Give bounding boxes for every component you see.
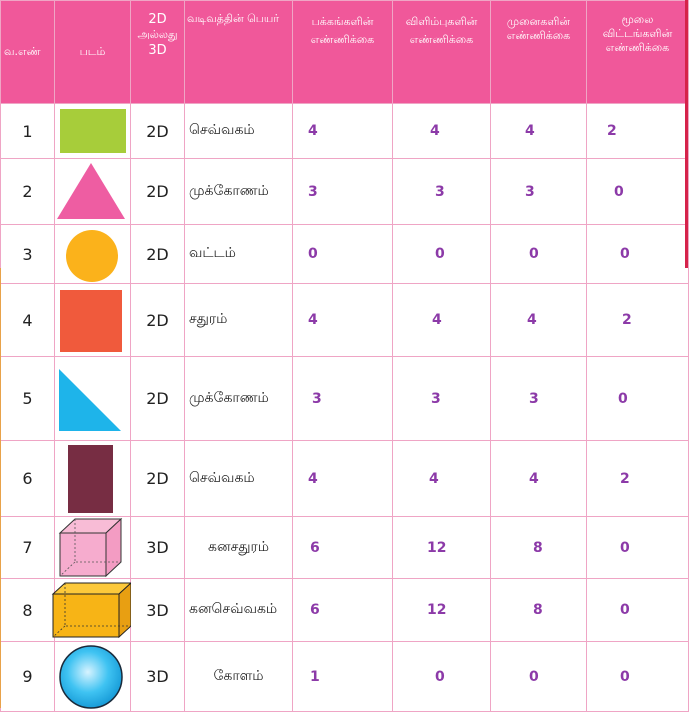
- row-sides: 4: [293, 104, 393, 159]
- header-edges-line1: விளிம்புகளின்: [405, 15, 478, 28]
- header-dim-line1: 2D: [148, 12, 167, 27]
- header-vertices-line2: எண்ணிக்கை: [506, 29, 571, 42]
- row-number: 6: [1, 441, 55, 517]
- row-vertices: 4: [491, 441, 587, 517]
- row-diagonals: 0: [587, 517, 689, 579]
- row-number: 4: [1, 284, 55, 357]
- header-edges-line2: எண்ணிக்கை: [409, 33, 474, 46]
- blue-sphere-icon: [55, 642, 131, 712]
- row-dimension: 3D: [131, 642, 185, 712]
- row-number: 3: [1, 225, 55, 284]
- row-sides: 6: [293, 579, 393, 642]
- table-row: [1, 642, 689, 712]
- table-row: [1, 159, 689, 225]
- header-sides-line1: பக்கங்களின்: [311, 15, 374, 28]
- row-vertices: 3: [491, 159, 587, 225]
- row-sides: 6: [293, 517, 393, 579]
- row-diagonals: 2: [587, 284, 689, 357]
- header-diagonals-line3: எண்ணிக்கை: [605, 41, 670, 54]
- row-sides: 4: [293, 441, 393, 517]
- row-dimension: 2D: [131, 284, 185, 357]
- row-edges: 3: [393, 159, 491, 225]
- row-dimension: 3D: [131, 579, 185, 642]
- row-diagonals: 0: [587, 159, 689, 225]
- row-number: 5: [1, 357, 55, 441]
- red-square-icon: [55, 284, 131, 357]
- maroon-rectangle-icon: [55, 441, 131, 517]
- header-sides: [293, 1, 393, 104]
- row-number: 2: [1, 159, 55, 225]
- table-row: [1, 441, 689, 517]
- row-vertices: 0: [491, 225, 587, 284]
- header-sno: வ.எண்: [1, 1, 55, 104]
- table-row: [1, 225, 689, 284]
- row-number: 1: [1, 104, 55, 159]
- row-vertices: 3: [491, 357, 587, 441]
- row-dimension: 2D: [131, 357, 185, 441]
- row-shape-name: சதுரம்: [185, 284, 293, 357]
- blue-right-triangle-icon: [55, 357, 131, 441]
- row-number: 7: [1, 517, 55, 579]
- header-dimension: [131, 1, 185, 104]
- orange-circle-icon: [55, 225, 131, 284]
- row-vertices: 4: [491, 284, 587, 357]
- header-edges: [393, 1, 491, 104]
- row-dimension: 2D: [131, 441, 185, 517]
- page-edge-rule: [0, 268, 1, 708]
- row-diagonals: 0: [587, 579, 689, 642]
- header-vertices: [491, 1, 587, 104]
- header-diagonals-line2: விட்டங்களின்: [602, 27, 673, 40]
- row-edges: 4: [393, 441, 491, 517]
- header-dim-line3: 3D: [148, 43, 167, 58]
- row-dimension: 3D: [131, 517, 185, 579]
- orange-cuboid-icon: [55, 579, 131, 642]
- header-picture: படம்: [55, 1, 131, 104]
- header-diagonals-line1: மூலை: [621, 13, 654, 26]
- row-shape-name: முக்கோணம்: [185, 357, 293, 441]
- table-row: [1, 284, 689, 357]
- header-sides-line2: எண்ணிக்கை: [310, 33, 375, 46]
- row-sides: 4: [293, 284, 393, 357]
- row-edges: 4: [393, 284, 491, 357]
- pink-triangle-icon: [55, 159, 131, 225]
- header-dim-line2: அல்லது: [137, 28, 178, 41]
- row-diagonals: 2: [587, 104, 689, 159]
- row-diagonals: 0: [587, 357, 689, 441]
- row-shape-name: முக்கோணம்: [185, 159, 293, 225]
- row-vertices: 0: [491, 642, 587, 712]
- row-number: 9: [1, 642, 55, 712]
- row-dimension: 2D: [131, 225, 185, 284]
- green-rectangle-icon: [55, 104, 131, 159]
- row-vertices: 8: [491, 517, 587, 579]
- row-edges: 0: [393, 642, 491, 712]
- row-vertices: 8: [491, 579, 587, 642]
- row-sides: 3: [293, 159, 393, 225]
- table-row: [1, 579, 689, 642]
- table-row: [1, 357, 689, 441]
- row-dimension: 2D: [131, 104, 185, 159]
- row-shape-name: வட்டம்: [185, 225, 293, 284]
- page-edge-accent: [685, 0, 688, 268]
- row-sides: 0: [293, 225, 393, 284]
- row-diagonals: 0: [587, 225, 689, 284]
- row-shape-name: செவ்வகம்: [185, 104, 293, 159]
- table-row: [1, 104, 689, 159]
- row-shape-name: கனசதுரம்: [185, 517, 293, 579]
- row-edges: 4: [393, 104, 491, 159]
- header-vertices-line1: முனைகளின்: [506, 15, 571, 28]
- row-edges: 0: [393, 225, 491, 284]
- row-shape-name: கோளம்: [185, 642, 293, 712]
- table-row: [1, 517, 689, 579]
- header-diagonals: [587, 1, 689, 104]
- row-number: 8: [1, 579, 55, 642]
- row-shape-name: கனசெவ்வகம்: [185, 579, 293, 642]
- row-sides: 1: [293, 642, 393, 712]
- header-row: [1, 1, 689, 104]
- row-diagonals: 2: [587, 441, 689, 517]
- header-shape-name: வடிவத்தின் பெயர்: [185, 1, 293, 104]
- pink-cube-icon: [55, 517, 131, 579]
- row-sides: 3: [293, 357, 393, 441]
- row-dimension: 2D: [131, 159, 185, 225]
- row-edges: 12: [393, 579, 491, 642]
- row-vertices: 4: [491, 104, 587, 159]
- row-diagonals: 0: [587, 642, 689, 712]
- row-shape-name: செவ்வகம்: [185, 441, 293, 517]
- row-edges: 12: [393, 517, 491, 579]
- row-edges: 3: [393, 357, 491, 441]
